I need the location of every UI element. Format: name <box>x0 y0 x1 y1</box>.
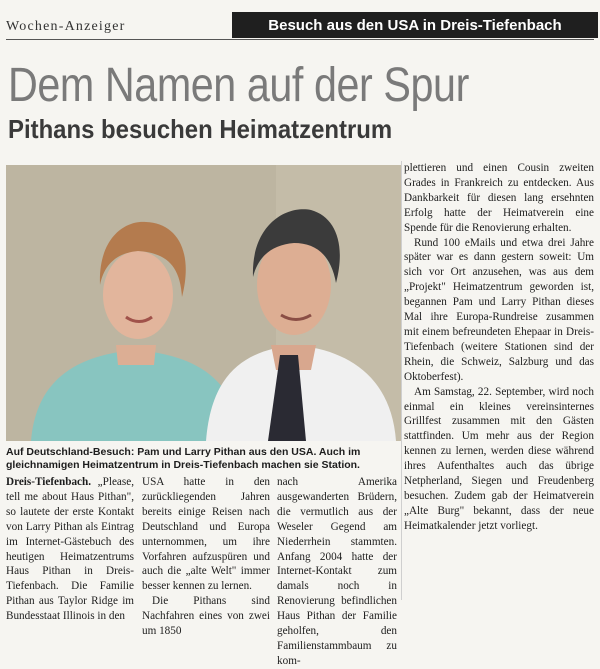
masthead-rule <box>6 39 594 40</box>
paragraph: Rund 100 eMails und etwa drei Jahre später war es dann gestern soweit: Um sich vor Ort anzusehen, was aus dem „Projekt" Heimatzentrum geworden ist, begannen Pam und Larry Pithan dieses Mal ihre Europa-Rundreise zusammen mit einem befreundeten Ehepaar in Dreis-Tiefenbach (weitere Stationen sind der Rhein, die Schweiz, Salzburg und das Oktoberfest). <box>404 236 594 383</box>
dateline: Dreis-Tiefenbach. <box>6 476 92 488</box>
text-column-4 <box>404 161 594 534</box>
paragraph: Die Pithans sind Nachfahren eines von zwei um 1850 <box>142 595 270 638</box>
text-column-2 <box>142 475 270 639</box>
paragraph: plettieren und einen Cousin zweiten Grades in Frankreich zu entdecken. Aus Dankbarkeit für diesen lang ersehnten Erfolg hatte der Heimatverein eine Spende für die Renovierung erhalten. <box>404 162 594 234</box>
article-subheadline: Pithans besuchen Heimatzentrum <box>8 114 393 144</box>
paragraph: nach Amerika ausgewanderten Brüdern, die vermutlich aus der Weseler Gegend am Niederrhein stammten. Anfang 2004 hatte der Internet-Kontakt zum damals noch in Renovierung befindlichen Haus Pithan der Familie geholfen, den Familienstammbaum zu kom- <box>277 476 397 667</box>
couple-photo-illustration <box>6 165 401 441</box>
paragraph <box>6 475 134 624</box>
column-divider <box>401 161 402 600</box>
text-column-3 <box>277 475 397 669</box>
photo-caption: Auf Deutschland-Besuch: Pam und Larry Pithan aus den USA. Auch im gleichnamigen Heimatzentrum in Dreis-Tiefenbach machen sie Station. <box>6 446 361 471</box>
article-headline: Dem Namen auf der Spur <box>8 59 469 112</box>
newspaper-name: Wochen-Anzeiger <box>6 19 126 34</box>
section-banner: Besuch aus den USA in Dreis-Tiefenbach <box>232 12 598 38</box>
article-photo <box>6 165 401 441</box>
masthead <box>0 12 600 42</box>
paragraph: Am Samstag, 22. September, wird noch einmal ein kleines vereinsinternes Grillfest zusammen mit den Gästen stattfinden. Um mehr aus der Region kennen zu lernen, werden diese während ihres Aufenthaltes auch das übrige Netpherland, Siegen und Freudenberg besuchen. Zudem gab der Heimatverein „Alte Burg" bekannt, dass der neue Heimatkalender jetzt vorliegt. <box>404 385 594 532</box>
text-column-1 <box>6 475 134 624</box>
paragraph: USA hatte in den zurückliegenden Jahren bereits einige Reisen nach Deutschland und Europa unternommen, um ihre Vorfahren aufzuspüren und auch die „alte Welt" immer besser kennen zu lernen. <box>142 476 270 593</box>
paragraph-text: „Please, tell me about Haus Pithan", so lautete der erste Kontakt von Larry Pithan als Eintrag im Internet-Gästebuch des heutigen Heimatzentrums Haus Pithan in Dreis-Tiefenbach. Die Familie Pithan aus Taylor Ridge im Bundesstaat Illinois in den <box>6 476 134 623</box>
